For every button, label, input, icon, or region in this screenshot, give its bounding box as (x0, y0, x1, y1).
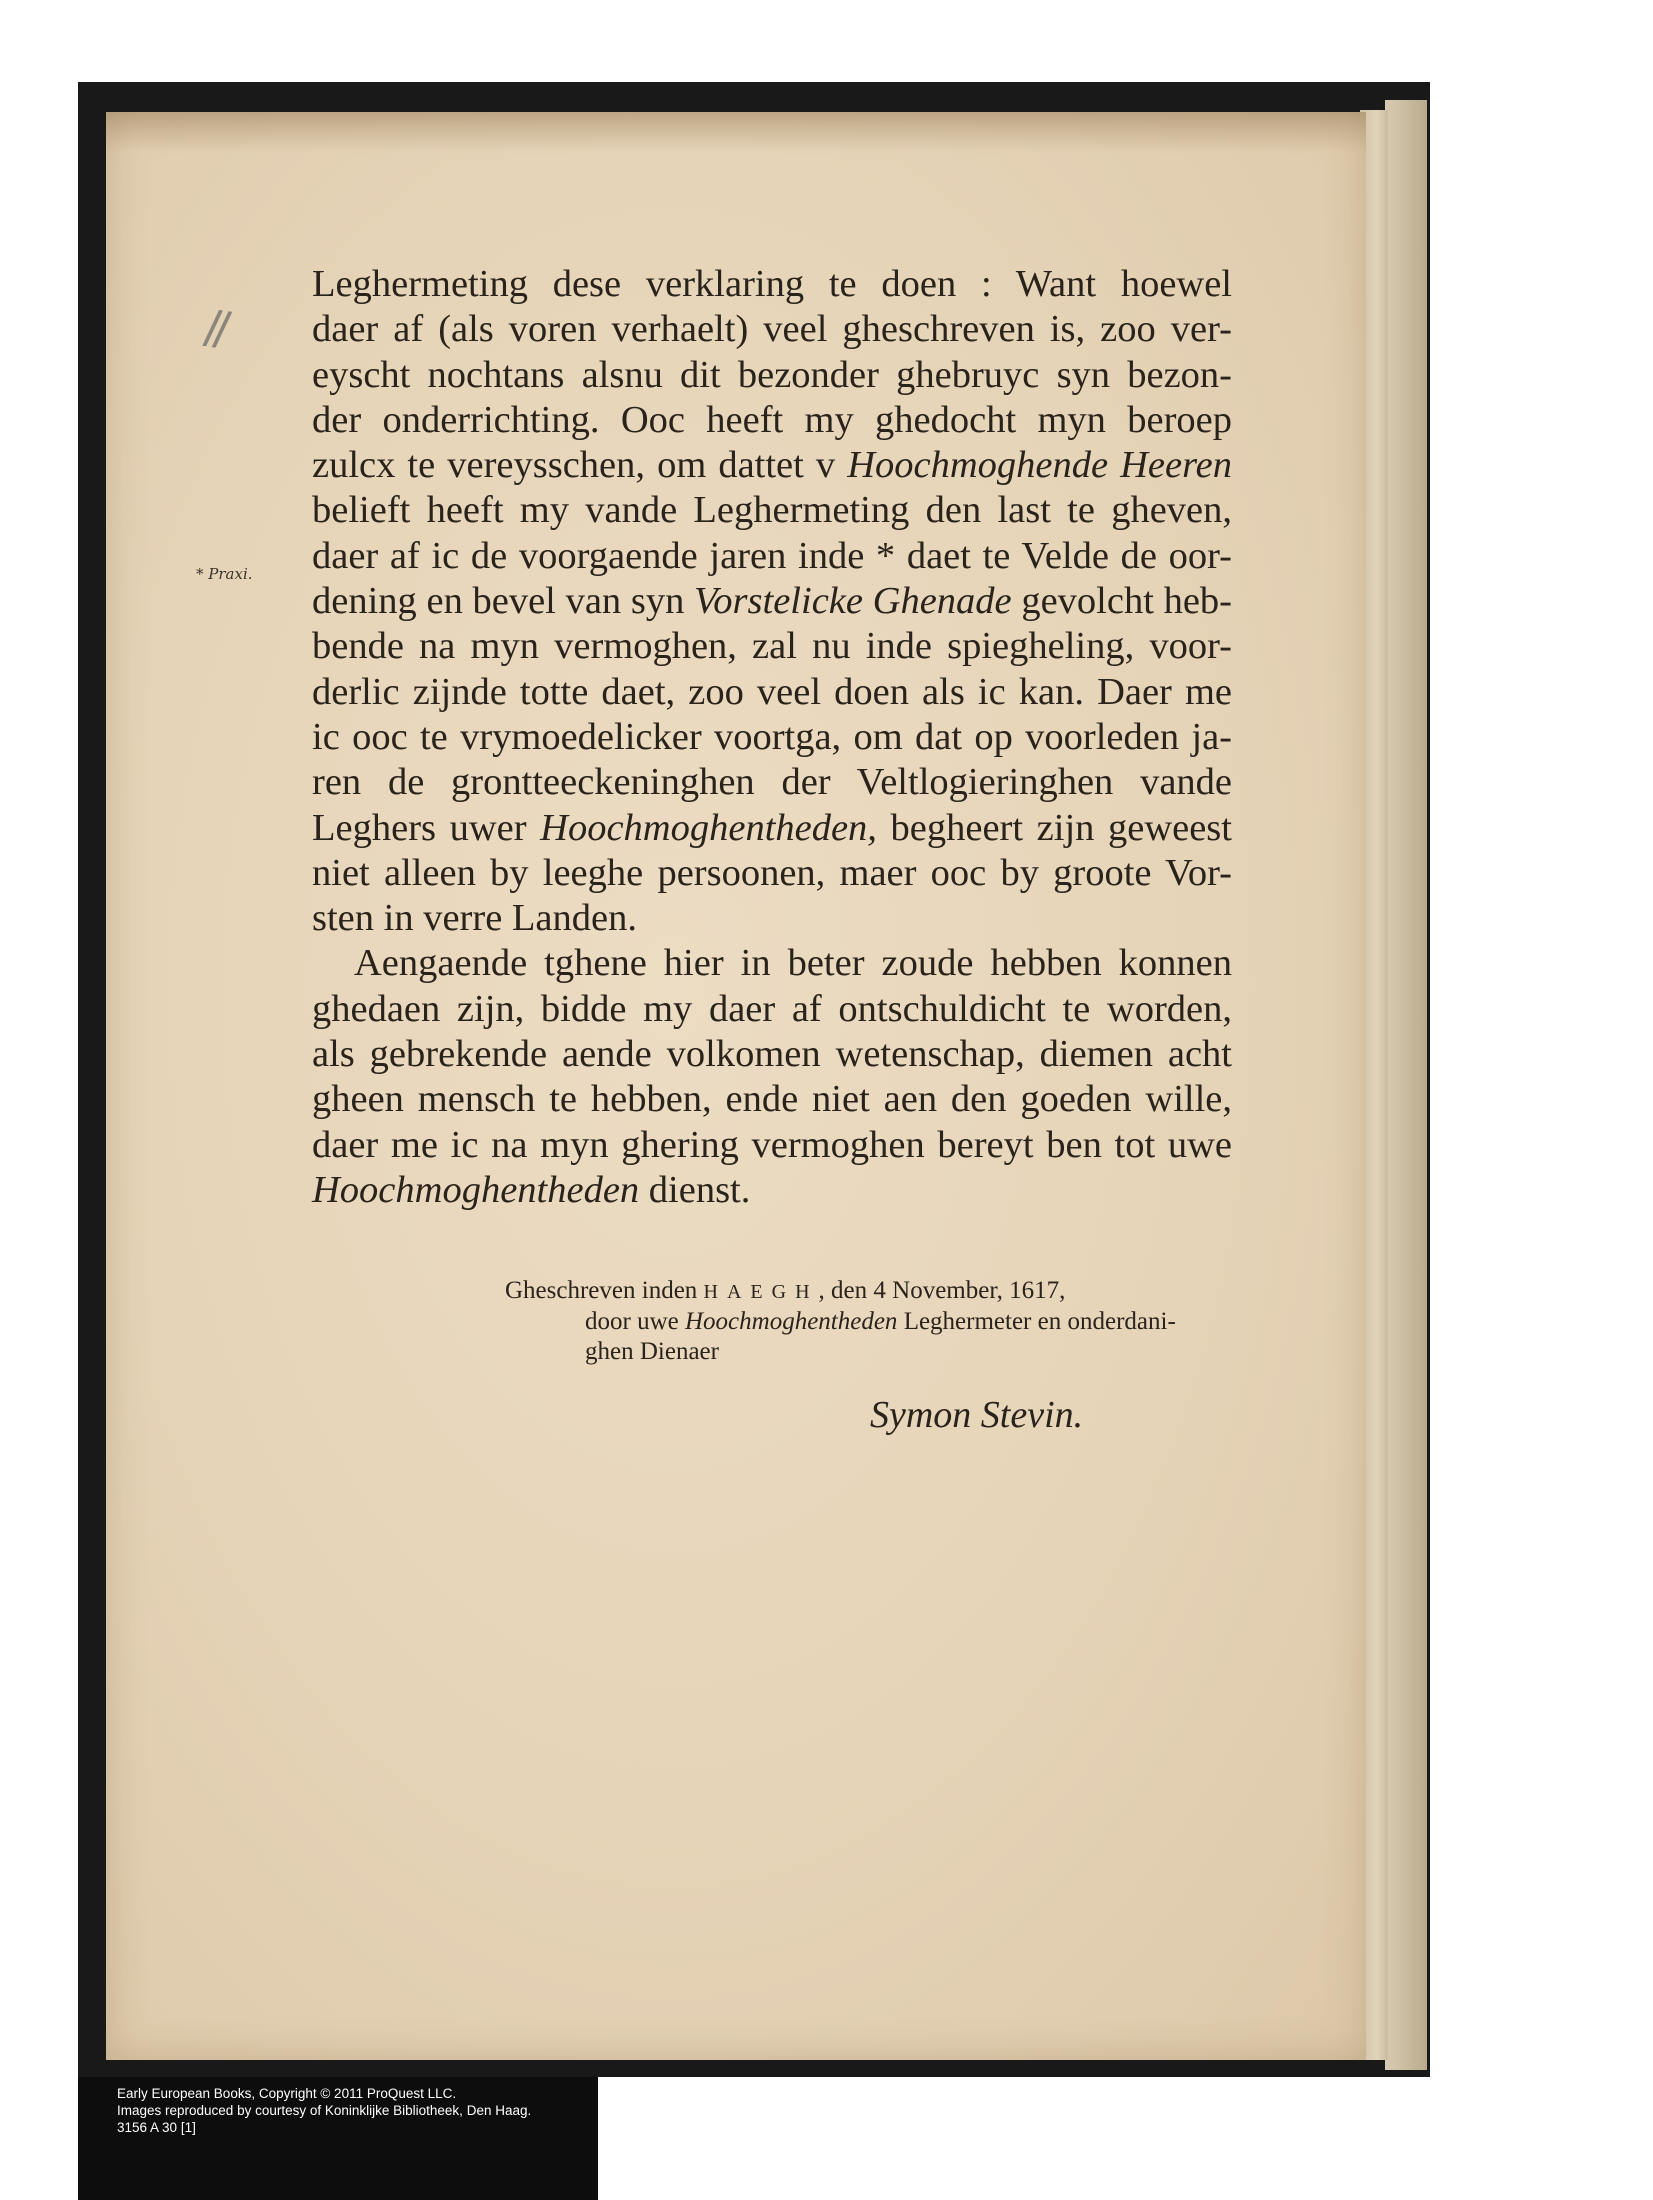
page-shadow (106, 112, 1366, 152)
text-segment: dienst. (639, 1168, 751, 1211)
text-segment: begheert zijn geweest (876, 806, 1232, 849)
margin-note-text: Praxi. (208, 565, 253, 583)
place-name: HAEGH (703, 1281, 819, 1303)
book-edge (1385, 100, 1427, 2070)
closing-block (505, 1276, 1225, 1367)
text-line (312, 624, 1232, 669)
text-segment: zulcx te vereysschen, om dattet v (312, 444, 848, 487)
text-line (312, 488, 1232, 533)
italic-text: Vorstelicke Ghenade (694, 580, 1012, 623)
text-line (312, 806, 1232, 851)
text-line (312, 262, 1232, 307)
text-segment: eyscht nochtans alsnu dit bezonder ghebruyc syn bezon- (312, 353, 1232, 396)
text-line (312, 670, 1232, 715)
text-segment: gevolcht heb- (1011, 580, 1233, 623)
margin-note-asterisk: * (196, 565, 209, 583)
text-segment: ghedaen zijn, bidde my daer af ontschuldicht te worden, (312, 987, 1232, 1030)
text-segment: ic ooc te vrymoedelicker voortga, om dat op voorleden ja- (312, 715, 1232, 758)
footer-line: Early European Books, Copyright © 2011 ProQuest LLC. (117, 2086, 457, 2101)
text-segment: derlic zijnde totte daet, zoo veel doen als ic kan. Daer me (312, 670, 1232, 713)
italic-text: Hoochmoghentheden, (540, 806, 877, 849)
text-line (312, 1123, 1232, 1168)
text-line (312, 353, 1232, 398)
text-segment: belieft heeft my vande Leghermeting den last te gheven, (312, 489, 1232, 532)
margin-note (196, 565, 253, 583)
closing-date: , den 4 November, 1617, (818, 1277, 1066, 1304)
italic-text: Hoochmoghende Heeren (847, 444, 1232, 487)
text-line (312, 1077, 1232, 1122)
closing-line-1 (505, 1276, 1225, 1307)
text-line (312, 851, 1232, 896)
text-line (312, 307, 1232, 352)
text-line (312, 579, 1232, 624)
text-line (312, 715, 1232, 760)
text-segment: der onderrichting. Ooc heeft my ghedocht myn beroep (312, 398, 1232, 441)
text-line (312, 398, 1232, 443)
text-segment: gheen mensch te hebben, ende niet aen den goeden wille, (312, 1078, 1232, 1121)
text-segment: Aengaende tghene hier in beter zoude hebben konnen (354, 942, 1232, 985)
text-line (312, 1168, 1232, 1213)
closing-text: door uwe (585, 1308, 685, 1335)
text-segment: Leghermeting dese verklaring te doen : Want hoewel (312, 263, 1232, 305)
text-line (312, 443, 1232, 488)
text-line (312, 896, 1232, 941)
text-segment: sten in verre Landen. (312, 897, 637, 940)
copyright-footer (117, 2085, 531, 2136)
body-text (312, 262, 1232, 1213)
text-line (312, 941, 1232, 986)
text-segment: niet alleen by leeghe persoonen, maer ooc by groote Vor- (312, 851, 1232, 894)
text-segment: daer af (als voren verhaelt) veel gheschreven is, zoo ver- (312, 308, 1232, 351)
text-line (312, 1032, 1232, 1077)
text-segment: als gebrekende aende volkomen wetenschap, diemen acht (312, 1033, 1232, 1076)
text-segment: bende na myn vermoghen, zal nu inde spiegheling, voor- (312, 625, 1232, 668)
signature: Symon Stevin. (870, 1394, 1084, 1436)
footer-line: Images reproduced by courtesy of Koninklijke Bibliotheek, Den Haag. (117, 2103, 532, 2118)
text-line (312, 760, 1232, 805)
text-segment: Leghers uwer (312, 806, 541, 849)
text-segment: daer af ic de voorgaende jaren inde * daet te Velde de oor- (312, 534, 1232, 577)
closing-line-3: ghen Dienaer (585, 1338, 719, 1365)
text-segment: dening en bevel van syn (312, 580, 695, 623)
pencil-mark: // (201, 298, 228, 356)
closing-italic: Hoochmoghentheden (684, 1308, 898, 1335)
text-segment: ren de grontteeckeninghen der Veltlogieringhen vande (312, 761, 1232, 804)
closing-text: Gheschreven inden (505, 1277, 704, 1304)
text-segment: daer me ic na myn ghering vermoghen bereyt ben tot uwe (312, 1123, 1232, 1166)
closing-line-2 (505, 1307, 1225, 1337)
text-line (312, 987, 1232, 1032)
text-line (312, 534, 1232, 579)
closing-text: Leghermeter en onderdani- (897, 1308, 1176, 1335)
italic-text: Hoochmoghentheden (312, 1168, 640, 1211)
footer-line: 3156 A 30 [1] (117, 2120, 196, 2135)
